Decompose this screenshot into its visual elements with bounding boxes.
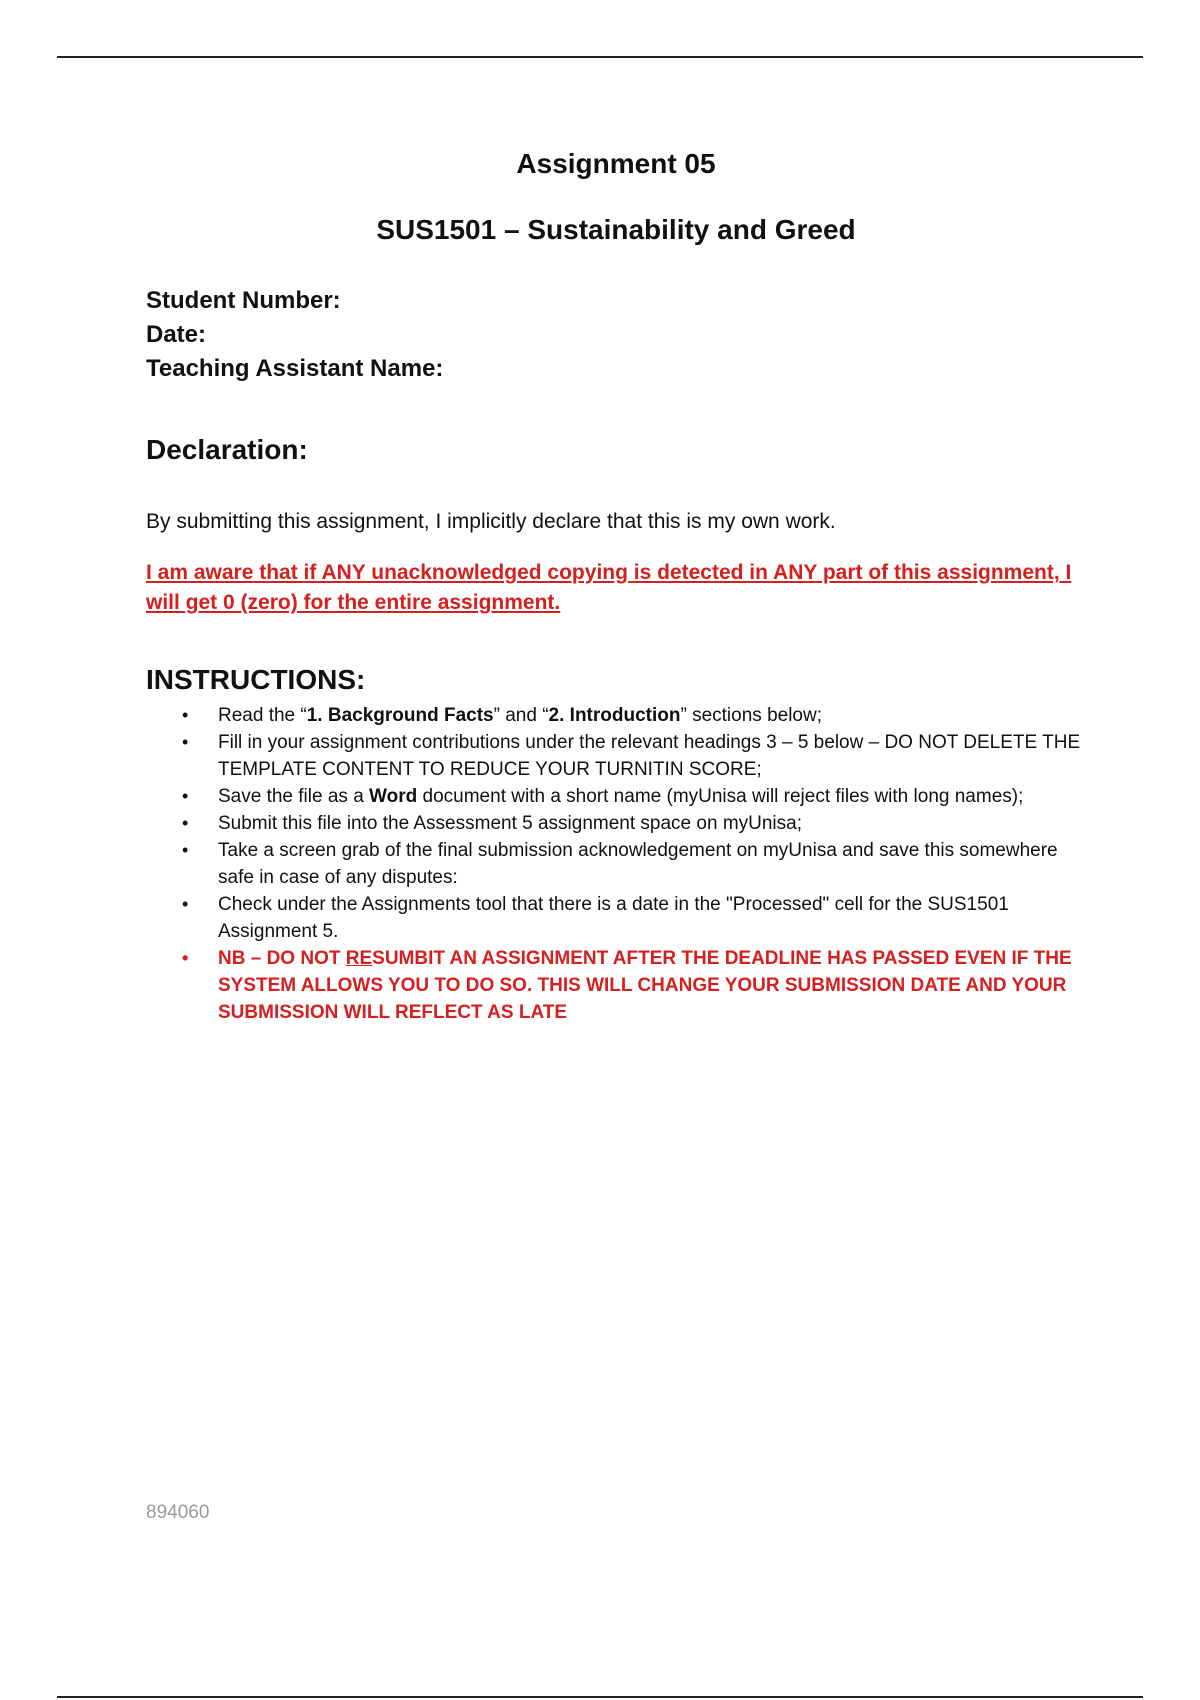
item-text: document with a short name (myUnisa will reject files with long names); (417, 786, 1024, 807)
bullet-icon: • (182, 894, 189, 914)
copying-warning: I am aware that if ANY unacknowledged copying is detected in ANY part of this assignment, I will get 0 (zero) for the entire assignment. (146, 561, 1072, 614)
instructions-list (146, 702, 1086, 1026)
document-title: Assignment 05 (516, 148, 716, 179)
item-text: ” sections below; (680, 705, 822, 726)
bottom-rule (57, 1696, 1143, 1698)
student-fields (146, 284, 1086, 386)
list-item (146, 810, 1086, 837)
bullet-icon: • (182, 705, 189, 725)
item-bold: Word (369, 786, 418, 807)
date-label: Date: (146, 321, 207, 348)
bullet-icon: • (182, 948, 189, 968)
list-item (146, 729, 1086, 783)
list-item (146, 837, 1086, 891)
item-underlined: RE (345, 948, 373, 969)
document-page (146, 140, 1086, 1026)
resubmit-warning-item (146, 945, 1086, 1026)
item-bold: 1. Background Facts (306, 705, 494, 726)
item-text: ” and “ (493, 705, 549, 726)
item-text: NB – DO NOT (218, 948, 346, 969)
declaration-statement: By submitting this assignment, I implicitly declare that this is my own work. (146, 510, 836, 533)
item-text: Submit this file into the Assessment 5 assignment space on myUnisa; (218, 813, 802, 834)
ta-name-label: Teaching Assistant Name: (146, 355, 444, 382)
top-rule (57, 56, 1143, 58)
item-bold: 2. Introduction (548, 705, 681, 726)
bullet-icon: • (182, 813, 189, 833)
item-text: SUMBIT AN ASSIGNMENT AFTER THE DEADLINE HAS PASSED EVEN IF THE SYSTEM ALLOWS YOU TO DO SO. THIS WILL CHANGE YOUR SUBMISSION DATE AND YOUR SUBMISSION WILL REFLECT AS LATE (218, 948, 1072, 1023)
student-number-label: Student Number: (146, 287, 341, 314)
list-item (146, 702, 1086, 729)
instructions-heading: INSTRUCTIONS: (146, 664, 366, 695)
bullet-icon: • (182, 840, 189, 860)
list-item (146, 783, 1086, 810)
item-text: Check under the Assignments tool that there is a date in the "Processed" cell for the SUS1501 Assignment 5. (218, 894, 1009, 942)
item-text: Save the file as a (218, 786, 370, 807)
list-item (146, 891, 1086, 945)
document-subtitle: SUS1501 – Sustainability and Greed (376, 214, 856, 245)
bullet-icon: • (182, 732, 189, 752)
footer-number: 894060 (146, 1502, 210, 1523)
item-text: Take a screen grab of the final submission acknowledgement on myUnisa and save this somewhere safe in case of any disputes: (218, 840, 1058, 888)
item-text: Read the “ (218, 705, 307, 726)
declaration-heading: Declaration: (146, 434, 308, 465)
item-text: Fill in your assignment contributions under the relevant headings 3 – 5 below – DO NOT DELETE THE TEMPLATE CONTENT TO REDUCE YOUR TURNITIN SCORE; (218, 732, 1081, 780)
bullet-icon: • (182, 786, 189, 806)
